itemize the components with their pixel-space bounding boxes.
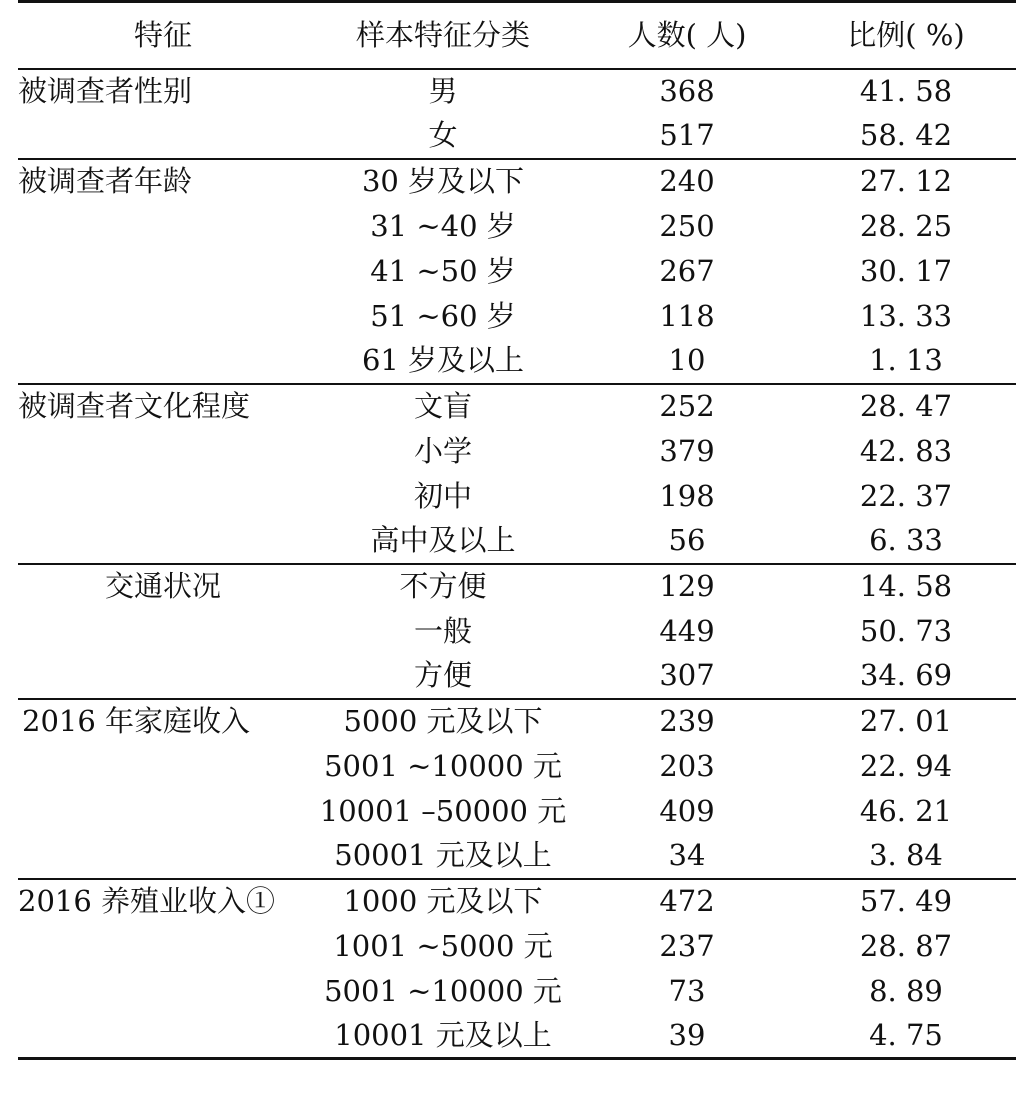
feature-label: 被调查者性别 — [18, 74, 193, 108]
table-row — [18, 384, 1016, 429]
percent-cell: 58. 42 — [796, 114, 1016, 159]
category-cell: 1000 元及以下 — [343, 884, 543, 918]
count-cell: 237 — [659, 928, 715, 963]
header-row — [18, 2, 1016, 69]
table-row — [18, 744, 1016, 789]
count-cell: 252 — [659, 389, 715, 423]
category-cell: 小学 — [413, 433, 472, 468]
table-row — [18, 474, 1016, 519]
percent-cell: 22. 37 — [859, 478, 953, 513]
table-row — [18, 204, 1016, 249]
category-cell: 不方便 — [399, 569, 487, 603]
category-cell: 50001 元及以上 — [308, 834, 578, 879]
table-row — [18, 249, 1016, 294]
table-row — [18, 789, 1016, 834]
category-cell: 30 岁及以下 — [361, 164, 525, 198]
percent-cell: 4. 75 — [796, 1014, 1016, 1059]
table-row — [18, 294, 1016, 339]
percent-cell: 41. 58 — [859, 74, 953, 108]
count-cell: 39 — [578, 1014, 796, 1059]
count-cell: 517 — [578, 114, 796, 159]
percent-cell: 28. 87 — [859, 928, 953, 963]
category-cell: 1001 ~5000 元 — [333, 928, 553, 963]
percent-cell: 1. 13 — [796, 339, 1016, 384]
percent-cell: 27. 01 — [859, 704, 953, 738]
percent-cell: 28. 47 — [859, 389, 953, 423]
category-cell: 51 ~60 岁 — [370, 298, 516, 333]
category-cell: 一般 — [413, 613, 472, 648]
percent-cell: 34. 69 — [796, 654, 1016, 699]
percent-cell: 8. 89 — [869, 973, 943, 1008]
sample-characteristics-table — [18, 0, 1016, 1060]
category-cell: 男 — [428, 74, 458, 108]
count-cell: 449 — [659, 613, 715, 648]
header-percent: 比例( %) — [796, 2, 1016, 69]
feature-label: 交通状况 — [104, 569, 221, 603]
feature-label: 被调查者文化程度 — [18, 389, 251, 423]
table-row — [18, 519, 1016, 564]
category-cell: 女 — [308, 114, 578, 159]
percent-cell: 22. 94 — [859, 748, 953, 783]
count-cell: 379 — [659, 433, 715, 468]
feature-label: 2016 年家庭收入 — [22, 704, 251, 738]
category-cell: 31 ~40 岁 — [370, 208, 516, 243]
table-header — [18, 2, 1016, 69]
percent-cell: 30. 17 — [859, 253, 953, 288]
percent-cell: 14. 58 — [859, 569, 953, 603]
count-cell: 240 — [659, 164, 715, 198]
count-cell: 203 — [659, 748, 715, 783]
table-row — [18, 834, 1016, 879]
count-cell: 129 — [659, 569, 715, 603]
percent-cell: 13. 33 — [859, 298, 953, 333]
count-cell: 239 — [659, 704, 715, 738]
category-cell: 文盲 — [413, 389, 472, 423]
category-cell: 5001 ~10000 元 — [324, 748, 562, 783]
count-cell: 118 — [659, 298, 715, 333]
table-row — [18, 699, 1016, 744]
percent-cell: 42. 83 — [859, 433, 953, 468]
category-cell: 10001 元及以上 — [308, 1014, 578, 1059]
percent-cell: 27. 12 — [859, 164, 953, 198]
count-cell: 368 — [659, 74, 715, 108]
table-row — [18, 609, 1016, 654]
group-age — [18, 159, 1016, 384]
category-cell: 5000 元及以下 — [343, 704, 543, 738]
table-row — [18, 159, 1016, 204]
category-cell: 方便 — [308, 654, 578, 699]
percent-cell: 6. 33 — [796, 519, 1016, 564]
percent-cell: 57. 49 — [859, 884, 953, 918]
category-cell: 41 ~50 岁 — [370, 253, 516, 288]
table-row — [18, 654, 1016, 699]
count-cell: 409 — [659, 793, 715, 828]
group-household-income — [18, 699, 1016, 879]
percent-cell: 28. 25 — [859, 208, 953, 243]
table-row — [18, 429, 1016, 474]
table-row — [18, 1014, 1016, 1059]
percent-cell: 3. 84 — [796, 834, 1016, 879]
count-cell: 10 — [578, 339, 796, 384]
group-gender — [18, 69, 1016, 159]
count-cell: 472 — [659, 884, 715, 918]
feature-label: 被调查者年龄 — [18, 164, 193, 198]
count-cell: 250 — [659, 208, 715, 243]
group-transport — [18, 564, 1016, 699]
count-cell: 34 — [578, 834, 796, 879]
category-cell: 61 岁及以上 — [308, 339, 578, 384]
percent-cell: 46. 21 — [859, 793, 953, 828]
count-cell: 307 — [578, 654, 796, 699]
category-cell: 高中及以上 — [308, 519, 578, 564]
category-cell: 初中 — [413, 478, 472, 513]
count-cell: 198 — [659, 478, 715, 513]
table-row — [18, 564, 1016, 609]
header-category: 样本特征分类 — [308, 2, 578, 69]
table-row — [18, 879, 1016, 924]
count-cell: 73 — [668, 973, 706, 1008]
header-feature: 特征 — [18, 2, 308, 69]
count-cell: 56 — [578, 519, 796, 564]
table-row — [18, 114, 1016, 159]
header-count: 人数( 人) — [578, 2, 796, 69]
category-cell: 10001 –50000 元 — [319, 793, 567, 828]
count-cell: 267 — [659, 253, 715, 288]
group-livestock-income — [18, 879, 1016, 1059]
percent-cell: 50. 73 — [859, 613, 953, 648]
feature-label: 2016 养殖业收入① — [18, 884, 276, 918]
table-row — [18, 339, 1016, 384]
category-cell: 5001 ~10000 元 — [324, 973, 562, 1008]
table-row — [18, 924, 1016, 969]
table-row — [18, 69, 1016, 114]
group-education — [18, 384, 1016, 564]
table-row — [18, 969, 1016, 1014]
